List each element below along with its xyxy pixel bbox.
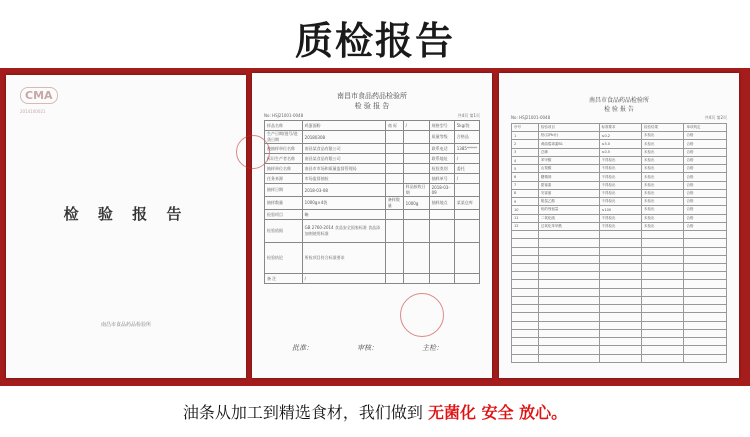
table-cell: 不得检出 xyxy=(599,214,641,222)
table-cell: 检验依据 xyxy=(265,220,303,243)
table-cell xyxy=(403,131,429,144)
table-cell xyxy=(429,243,454,274)
table-cell xyxy=(684,272,727,280)
table-cell: 标识生产者名称 xyxy=(265,154,303,164)
table-cell: 合格 xyxy=(684,148,727,156)
table-cell xyxy=(538,288,599,296)
table-cell xyxy=(684,338,727,346)
table-cell xyxy=(538,296,599,304)
empty-table-row xyxy=(512,288,727,296)
table-cell xyxy=(385,210,403,220)
table-cell: 合格 xyxy=(684,189,727,197)
table-cell xyxy=(642,239,684,247)
empty-table-row xyxy=(512,305,727,313)
table-cell xyxy=(512,354,539,362)
slogan-main: 油条从加工到精选食材，我们做到 xyxy=(182,403,423,422)
table-row xyxy=(265,174,480,184)
table-cell xyxy=(403,210,429,220)
table-cell: 脱氢乙酸 xyxy=(538,198,599,206)
table-cell xyxy=(684,239,727,247)
table-cell xyxy=(512,239,539,247)
table-cell: 安赛蜜 xyxy=(538,189,599,197)
table-cell: 所检项目符合标准要求 xyxy=(302,243,385,274)
results-header-title: 检 验 报 告 xyxy=(604,106,634,113)
report-header-title: 检 验 报 告 xyxy=(354,102,390,110)
table-cell xyxy=(599,329,641,337)
table-cell xyxy=(512,313,539,321)
table-cell: 总砷 xyxy=(538,148,599,156)
table-cell: 不得检出 xyxy=(599,173,641,181)
table-cell: 南昌某食品有限公司 xyxy=(302,144,385,154)
table-row xyxy=(512,198,727,206)
table-cell xyxy=(512,280,539,288)
table-cell xyxy=(512,288,539,296)
table-cell xyxy=(599,305,641,313)
table-cell: 1000g xyxy=(403,197,429,210)
table-cell: 铝的残留量 xyxy=(538,206,599,214)
table-cell xyxy=(642,288,684,296)
table-cell xyxy=(642,255,684,263)
table-cell: 二氧化硫 xyxy=(538,214,599,222)
table-row xyxy=(265,243,480,274)
empty-table-row xyxy=(512,239,727,247)
empty-table-row xyxy=(512,321,727,329)
table-cell: 未检出 xyxy=(642,148,684,156)
table-cell xyxy=(512,272,539,280)
table-cell: 未检出 xyxy=(642,222,684,230)
column-header: 序号 xyxy=(512,124,539,132)
signature-review: 审核： xyxy=(357,344,378,352)
table-cell: 甜蜜素 xyxy=(538,181,599,189)
table-row xyxy=(265,184,480,197)
table-cell xyxy=(599,280,641,288)
table-cell: ≤5.0 xyxy=(599,140,641,148)
table-cell xyxy=(642,346,684,354)
table-cell xyxy=(599,321,641,329)
table-row xyxy=(265,121,480,131)
table-cell xyxy=(538,255,599,263)
table-cell xyxy=(538,313,599,321)
table-row xyxy=(265,164,480,174)
table-cell: 5 xyxy=(512,165,539,173)
table-cell xyxy=(512,321,539,329)
table-cell xyxy=(512,346,539,354)
table-cell xyxy=(429,220,454,243)
table-row xyxy=(265,274,480,284)
table-cell: 1000g×4袋 xyxy=(302,197,385,210)
table-cell xyxy=(385,174,403,184)
table-cell: 合格 xyxy=(684,140,727,148)
table-row xyxy=(265,154,480,164)
table-cell xyxy=(385,131,403,144)
table-cell: 未检出 xyxy=(642,173,684,181)
table-cell: 6 xyxy=(512,173,539,181)
table-cell xyxy=(385,164,403,174)
table-cell xyxy=(599,354,641,362)
table-cell xyxy=(538,247,599,255)
table-cell: 3 xyxy=(512,148,539,156)
table-cell: 山梨酸 xyxy=(538,165,599,173)
table-cell xyxy=(454,210,479,220)
table-cell: 苯甲酸 xyxy=(538,156,599,164)
table-cell xyxy=(385,220,403,243)
table-cell xyxy=(512,263,539,271)
table-cell: 不得检出 xyxy=(599,222,641,230)
table-cell: 质量等级 xyxy=(429,131,454,144)
table-cell: 过氧化苯甲酰 xyxy=(538,222,599,230)
table-row xyxy=(512,132,727,140)
table-cell xyxy=(512,329,539,337)
table-cell xyxy=(684,313,727,321)
column-header: 检验结果 xyxy=(642,124,684,132)
table-cell: 合格 xyxy=(684,181,727,189)
table-cell xyxy=(512,338,539,346)
table-cell: / xyxy=(302,274,385,284)
table-cell xyxy=(538,263,599,271)
empty-table-row xyxy=(512,280,727,288)
table-cell: 未检出 xyxy=(642,206,684,214)
table-cell: 鸡蛋面粉 xyxy=(302,121,385,131)
table-cell xyxy=(538,305,599,313)
table-cell: 合格 xyxy=(684,206,727,214)
table-cell xyxy=(538,231,599,239)
table-cell: 合格 xyxy=(684,132,727,140)
table-cell xyxy=(512,255,539,263)
cover-issuer: 南昌市食品药品检验所 xyxy=(100,322,151,328)
table-cell xyxy=(429,210,454,220)
table-cell xyxy=(684,329,727,337)
table-cell: 抽样单位名称 xyxy=(265,164,303,174)
table-cell xyxy=(538,346,599,354)
table-cell xyxy=(385,154,403,164)
table-cell xyxy=(454,184,479,197)
table-cell: 5kg/袋 xyxy=(454,121,479,131)
table-cell xyxy=(538,272,599,280)
table-cell: 7 xyxy=(512,181,539,189)
empty-table-row xyxy=(512,263,727,271)
table-cell: 略 xyxy=(302,210,385,220)
table-cell xyxy=(538,329,599,337)
cma-number: 2014100021 xyxy=(20,109,46,114)
table-cell: 合格 xyxy=(684,214,727,222)
table-cell: 1 xyxy=(512,132,539,140)
table-row xyxy=(512,214,727,222)
table-cell xyxy=(599,346,641,354)
table-cell: 合格品 xyxy=(454,131,479,144)
table-cell xyxy=(599,296,641,304)
table-cell: 1385***** xyxy=(454,144,479,154)
table-cell: 被抽样单位名称 xyxy=(265,144,303,154)
report-results-page xyxy=(499,73,739,378)
table-cell xyxy=(538,280,599,288)
empty-table-row xyxy=(512,354,727,362)
table-cell xyxy=(599,338,641,346)
table-cell: 未检出 xyxy=(642,156,684,164)
table-cell xyxy=(403,154,429,164)
report-meta xyxy=(264,113,480,119)
table-cell: 南昌市市场和质量监督管理局 xyxy=(302,164,385,174)
cover-title: 检 验 报 告 xyxy=(63,205,189,223)
table-cell xyxy=(684,247,727,255)
table-row xyxy=(265,197,480,210)
slogan xyxy=(0,400,750,423)
table-cell: 某某仓库 xyxy=(454,197,479,210)
table-cell: 合格 xyxy=(684,173,727,181)
table-cell: ≤0.5 xyxy=(599,148,641,156)
table-cell xyxy=(538,338,599,346)
table-cell: 不得检出 xyxy=(599,156,641,164)
table-cell: 市场监督抽检 xyxy=(302,174,385,184)
table-cell xyxy=(684,280,727,288)
table-row xyxy=(512,206,727,214)
table-cell xyxy=(403,243,429,274)
table-cell: 委托 xyxy=(454,164,479,174)
table-cell: 不得检出 xyxy=(599,181,641,189)
table-row xyxy=(265,220,480,243)
red-stamp-seal xyxy=(400,293,444,337)
table-row xyxy=(512,165,727,173)
empty-table-row xyxy=(512,338,727,346)
empty-table-row xyxy=(512,255,727,263)
table-cell xyxy=(642,247,684,255)
report-page-number: 共4页 第1页 xyxy=(457,113,480,118)
table-cell: 检验结论 xyxy=(265,243,303,274)
table-cell: 样品名称 xyxy=(265,121,303,131)
table-cell xyxy=(454,220,479,243)
table-cell: 12 xyxy=(512,222,539,230)
table-cell: 检验项目 xyxy=(265,210,303,220)
empty-table-row xyxy=(512,346,727,354)
table-cell: 11 xyxy=(512,214,539,222)
empty-table-row xyxy=(512,329,727,337)
table-cell: 备样数量 xyxy=(385,197,403,210)
table-cell: ≤0.2 xyxy=(599,132,641,140)
table-cell xyxy=(684,263,727,271)
table-cell: 合格 xyxy=(684,165,727,173)
table-cell xyxy=(599,288,641,296)
table-cell: 4 xyxy=(512,156,539,164)
table-cell: 未检出 xyxy=(642,189,684,197)
table-cell xyxy=(538,354,599,362)
table-cell xyxy=(642,305,684,313)
table-cell: 未检出 xyxy=(642,214,684,222)
empty-table-row xyxy=(512,296,727,304)
results-table xyxy=(511,123,727,363)
table-cell: ≤100 xyxy=(599,206,641,214)
table-cell: 商 标 xyxy=(385,121,403,131)
table-row xyxy=(512,156,727,164)
table-cell: 2 xyxy=(512,140,539,148)
table-cell: 合格 xyxy=(684,198,727,206)
table-cell xyxy=(684,231,727,239)
report-cover-page xyxy=(6,75,246,378)
table-cell xyxy=(599,231,641,239)
table-cell xyxy=(429,274,454,284)
table-cell: 抽样数量 xyxy=(265,197,303,210)
table-cell xyxy=(512,296,539,304)
table-cell: 任务来源 xyxy=(265,174,303,184)
table-cell: / xyxy=(454,174,479,184)
column-header: 标准要求 xyxy=(599,124,641,132)
table-cell: 未检出 xyxy=(642,165,684,173)
table-cell: 合格 xyxy=(684,222,727,230)
table-row xyxy=(512,140,727,148)
report-number: No: HSJ21001-0048 xyxy=(264,113,304,118)
table-cell: 未检出 xyxy=(642,198,684,206)
table-row xyxy=(512,173,727,181)
table-cell xyxy=(512,247,539,255)
slogan-highlight: 无菌化 安全 放心。 xyxy=(427,403,568,422)
column-header: 单项判定 xyxy=(684,124,727,132)
table-cell xyxy=(512,231,539,239)
results-report-number: No: HSJ21001-0048 xyxy=(511,115,551,120)
empty-table-row xyxy=(512,272,727,280)
table-cell: 不得检出 xyxy=(599,198,641,206)
table-cell: 未检出 xyxy=(642,181,684,189)
empty-table-row xyxy=(512,231,727,239)
empty-table-row xyxy=(512,313,727,321)
table-cell: / xyxy=(403,121,429,131)
table-cell xyxy=(599,239,641,247)
table-cell xyxy=(642,296,684,304)
table-cell xyxy=(385,274,403,284)
empty-table-row xyxy=(512,247,727,255)
table-cell xyxy=(403,144,429,154)
table-cell: 糖精钠 xyxy=(538,173,599,181)
report-header-org: 南昌市食品药品检验所 xyxy=(337,92,407,100)
table-cell: 未检出 xyxy=(642,132,684,140)
cma-logo: CMA xyxy=(20,87,58,104)
table-cell xyxy=(538,321,599,329)
table-cell xyxy=(684,255,727,263)
table-cell xyxy=(642,313,684,321)
table-cell: 不得检出 xyxy=(599,189,641,197)
table-cell: 检验类别 xyxy=(429,164,454,174)
table-cell xyxy=(642,329,684,337)
table-cell xyxy=(642,272,684,280)
table-cell: 铅(以Pb计) xyxy=(538,132,599,140)
results-header-org: 南昌市食品药品检验所 xyxy=(588,97,649,104)
table-cell xyxy=(642,231,684,239)
table-cell xyxy=(385,144,403,154)
table-header-row xyxy=(512,124,727,132)
table-row xyxy=(512,222,727,230)
table-row xyxy=(265,210,480,220)
table-row xyxy=(512,148,727,156)
table-cell: 2018-03-08 xyxy=(302,184,385,197)
table-cell: 2018-03-09 xyxy=(429,184,454,197)
table-cell xyxy=(512,305,539,313)
table-cell: 抽样单号 xyxy=(429,174,454,184)
table-cell xyxy=(684,346,727,354)
table-row xyxy=(265,144,480,154)
table-cell: 20180308 xyxy=(302,131,385,144)
table-cell: 规格型号 xyxy=(429,121,454,131)
table-cell xyxy=(642,321,684,329)
table-cell: / xyxy=(454,154,479,164)
table-cell xyxy=(642,338,684,346)
table-cell xyxy=(684,305,727,313)
table-cell xyxy=(642,263,684,271)
table-cell xyxy=(599,313,641,321)
table-cell xyxy=(385,184,403,197)
table-cell: GB 2760-2014 食品安全国家标准 食品添加剂使用标准 xyxy=(302,220,385,243)
results-meta xyxy=(511,115,727,121)
table-cell: 黄曲霉毒素B1 xyxy=(538,140,599,148)
table-cell xyxy=(403,274,429,284)
table-cell: 备 注 xyxy=(265,274,303,284)
table-cell xyxy=(684,288,727,296)
table-cell: 不得检出 xyxy=(599,165,641,173)
table-cell xyxy=(454,243,479,274)
table-cell xyxy=(599,247,641,255)
table-cell: 联系电话 xyxy=(429,144,454,154)
table-cell: 10 xyxy=(512,206,539,214)
table-cell xyxy=(403,220,429,243)
page-title: 质检报告 xyxy=(294,19,455,63)
table-cell xyxy=(403,164,429,174)
table-row xyxy=(512,189,727,197)
table-cell xyxy=(684,354,727,362)
table-cell: 抽样地点 xyxy=(429,197,454,210)
table-cell xyxy=(684,321,727,329)
table-cell: 南昌某食品有限公司 xyxy=(302,154,385,164)
table-cell xyxy=(403,174,429,184)
column-header: 检验项目 xyxy=(538,124,599,132)
table-cell xyxy=(642,354,684,362)
table-row xyxy=(265,131,480,144)
table-cell: 抽样日期 xyxy=(265,184,303,197)
results-page-number: 共4页 第2页 xyxy=(704,115,727,120)
table-cell xyxy=(599,263,641,271)
table-cell xyxy=(385,243,403,274)
table-cell: 未检出 xyxy=(642,140,684,148)
table-cell xyxy=(599,272,641,280)
table-row xyxy=(512,181,727,189)
table-cell: 联系地址 xyxy=(429,154,454,164)
table-cell xyxy=(454,274,479,284)
table-cell xyxy=(642,280,684,288)
table-cell xyxy=(599,255,641,263)
table-cell: 生产日期/批号/进货日期 xyxy=(265,131,303,144)
table-cell: 样品接收日期 xyxy=(403,184,429,197)
signature-inspect: 主检： xyxy=(422,344,443,352)
table-cell: 9 xyxy=(512,198,539,206)
table-cell: 合格 xyxy=(684,156,727,164)
table-cell xyxy=(684,296,727,304)
report-main-page xyxy=(252,73,492,378)
report-info-table xyxy=(264,120,480,284)
table-cell: 8 xyxy=(512,189,539,197)
table-cell xyxy=(538,239,599,247)
signature-approve: 批准： xyxy=(292,344,313,352)
